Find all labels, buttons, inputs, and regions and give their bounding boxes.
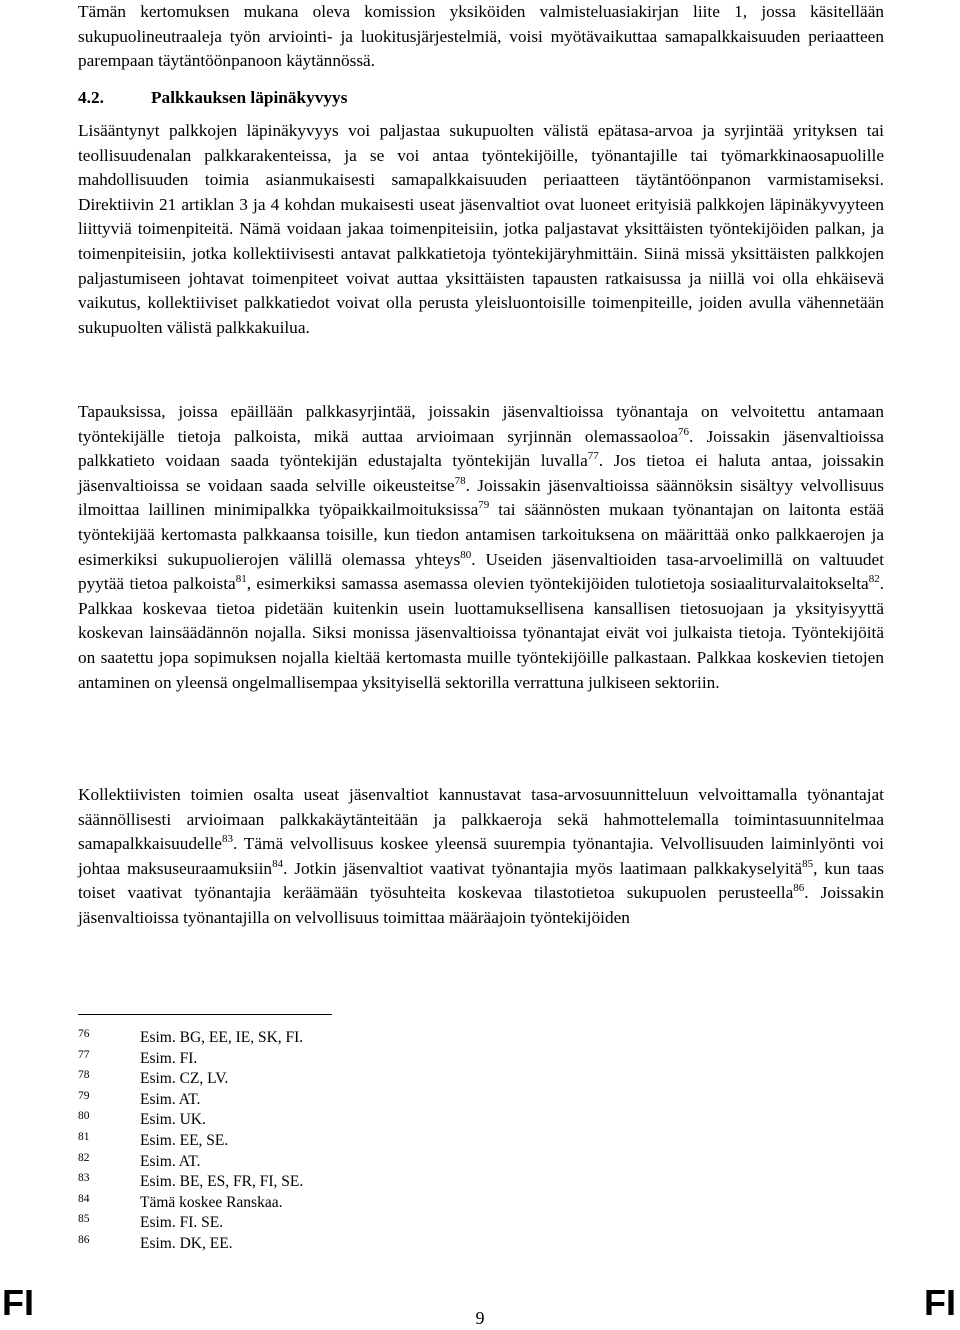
footnote-item	[78, 1213, 478, 1234]
footnote-ref-76: 76	[678, 425, 689, 438]
footnote-number: 79	[78, 1089, 90, 1102]
footnote-text: Esim. DK, EE.	[140, 1234, 233, 1252]
footnote-text: Esim. EE, SE.	[140, 1131, 229, 1149]
text-segment: tai säännösten mukaan työnantajan on laitonta estää työntekijää kertomasta palkkaansa toisille, kun tiedon antamisen tarkoituksena on määrittää onko palkkaerojen ja esimerkiksi sukupuolierojen välillä olemassa yhteys	[78, 500, 885, 569]
footnote-text: Esim. UK.	[140, 1111, 206, 1129]
footnote-item	[78, 1028, 478, 1049]
text-segment: . Tämä velvollisuus koskee yleensä suurempia työnantajia. Velvollisuuden laiminlyönti voi johtaa maksuseuraamuksiin	[78, 834, 884, 878]
footnote-ref-85: 85	[802, 858, 814, 871]
text-segment: , kun taas toiset vaativat työnantajia keräämään työsuhteita koskevaa tilastotietoa sukupuolen perusteella	[78, 858, 884, 903]
footnote-item	[78, 1131, 478, 1152]
footnote-number: 76	[78, 1028, 90, 1040]
text-segment: . Jotkin jäsenvaltiot vaativat työnantajia myös laatimaan palkkakyselyitä	[283, 858, 803, 878]
footnote-text: Esim. BG, EE, IE, SK, FI.	[140, 1029, 304, 1046]
footnote-item	[78, 1090, 478, 1111]
footnote-item	[78, 1152, 478, 1173]
footnote-number: 85	[78, 1213, 90, 1226]
footnote-ref-80: 80	[460, 548, 472, 561]
footnote-ref-82: 82	[868, 573, 880, 586]
footnote-ref-79: 79	[478, 499, 490, 512]
text-segment: , esimerkiksi samassa asemassa olevien työntekijöiden tulotietoja sosiaaliturvalaitokselta	[246, 574, 869, 594]
section-heading	[78, 86, 347, 110]
footer-language-right: FI	[924, 1282, 956, 1323]
footnote-item	[78, 1110, 478, 1131]
footnote-separator	[78, 1014, 332, 1015]
section-number: 4.2.	[78, 88, 104, 107]
page-number: 9	[475, 1308, 485, 1328]
text-segment: . Joissakin jäsenvaltioissa palkkatieto voidaan saada työntekijän edustajalta työntekijän luvalla	[78, 426, 884, 471]
footnote-text: Esim. CZ, LV.	[140, 1070, 229, 1088]
footnote-ref-78: 78	[454, 475, 466, 488]
footnote-text: Esim. FI. SE.	[140, 1214, 224, 1232]
footnote-number: 84	[78, 1192, 90, 1205]
footnote-number: 81	[78, 1130, 90, 1143]
paragraph-1: Lisääntynyt palkkojen läpinäkyvyys voi paljastaa sukupuolten välistä epätasa-arvoa ja syrjintää yrityksen tai teollisuudenalan palkkarakenteissa, ja se voi antaa työntekijöille, työnantajille tai työmarkkinaosapuolille mahdollisuuden toimia asianmukaisesti samapalkkaisuuden periaatteen täytäntöönpanon varmistamiseksi. Direktiivin 21 artiklan 3 ja 4 kohdan mukaisesti useat jäsenvaltiot ovat luoneet erityisiä palkkojen läpinäkyvyyteen liittyviä toimenpiteitä. Nämä voidaan jakaa toimenpiteisiin, jotka paljastavat yksittäisten työntekijöiden palkan, ja toimenpiteisiin, jotka kollektiivisesti antavat palkkatietoja työntekijäryhmittäin. Siinä missä yksittäisten palkkojen paljastumiseen johtavat toimenpiteet voivat auttaa yksittäisten tapausten ratkaisussa ja niillä voi olla ehkäisevä vaikutus, kollektiiviset palkkatiedot voivat olla perusta yleisluontoisille toimenpiteille, joiden avulla vähennetään sukupuolten välistä palkkakuilua.	[78, 121, 884, 337]
footnote-number: 78	[78, 1069, 90, 1082]
footnote-item	[78, 1049, 478, 1070]
text-segment: . Palkkaa koskevaa tietoa pidetään kuitenkin usein luottamuksellisena kansallisen tietosuojaan ja yksityisyyttä koskevan lainsäädännön nojalla. Siksi monissa jäsenvaltioissa työnantajat eivät voi julkaista tietoja. Työntekijöitä on saatettu jopa sopimuksen nojalla kieltää kertomasta muille työntekijöille palkastaan. Palkkaa koskevien tietojen antaminen on yleensä ongelmallisempaa yksityisellä sektorilla verrattuna julkiseen sektoriin.	[78, 574, 885, 692]
text-segment: . Jos tietoa ei haluta antaa, joissakin jäsenvaltioissa se voidaan saada selville oikeusteitse	[78, 451, 884, 495]
text-segment: Tapauksissa, joissa epäillään palkkasyrjintää, joissakin jäsenvaltioissa työnantaja on velvoitettu antamaan työntekijälle tietoja palkoista, mikä auttaa arvioimaan syrjinnän olemassaoloa	[78, 402, 884, 446]
footnote-text: Esim. BE, ES, FR, FI, SE.	[140, 1173, 304, 1191]
section-title: Palkkauksen läpinäkyvyys	[151, 88, 348, 107]
footnote-text: Esim. AT.	[140, 1090, 201, 1108]
paragraph-3	[78, 783, 884, 931]
footnote-number: 86	[78, 1233, 90, 1246]
footnote-ref-86: 86	[793, 882, 805, 895]
footnote-item	[78, 1069, 478, 1090]
text-segment: Kollektiivisten toimien osalta useat jäsenvaltiot kannustavat tasa-arvosuunnitteluun velvoittamalla työnantajat säännöllisesti arvioimaan palkkakäytänteitään ja palkkaeroja sekä hahmottelemalla toimintasuunnitelmaa samapalkkaisuudelle	[78, 785, 884, 854]
footnote-number: 77	[78, 1048, 90, 1061]
footnotes-list	[78, 1028, 478, 1255]
footnote-number: 80	[78, 1110, 90, 1123]
footnote-item	[78, 1193, 478, 1214]
footnote-number: 82	[78, 1151, 90, 1164]
footnote-ref-77: 77	[587, 450, 599, 463]
footnote-text: Esim. FI.	[140, 1049, 198, 1067]
footnote-item	[78, 1234, 478, 1255]
footnote-text: Esim. AT.	[140, 1152, 201, 1170]
footnote-number: 83	[78, 1172, 90, 1185]
footer-language-left: FI	[2, 1282, 34, 1323]
footnote-item	[78, 1172, 478, 1193]
footnote-text: Tämä koskee Ranskaa.	[140, 1193, 283, 1211]
footnote-ref-84: 84	[272, 858, 284, 871]
paragraph-2	[78, 400, 884, 695]
intro-paragraph: Tämän kertomuksen mukana oleva komission yksiköiden valmisteluasiakirjan liite 1, jossa käsitellään sukupuolineutraaleja työn arviointi- ja luokitusjärjestelmiä, voisi myötävaikuttaa samapalkkaisuuden periaatteen parempaan täytäntöönpanoon käytännössä.	[78, 2, 884, 71]
text-segment: . Joissakin jäsenvaltioissa säännöksin sisältyy velvollisuus ilmoittaa laillinen minimipalkka työpaikkailmoituksissa	[78, 475, 884, 520]
text-segment: . Useiden jäsenvaltioiden tasa-arvoelimillä on valtuudet pyytää tietoa palkoista	[78, 549, 885, 594]
footnote-ref-83: 83	[221, 833, 233, 846]
text-segment: . Joissakin jäsenvaltioissa työnantajilla on velvollisuus toimittaa määräajoin työntekijöiden	[78, 883, 885, 927]
footnote-ref-81: 81	[235, 573, 247, 586]
